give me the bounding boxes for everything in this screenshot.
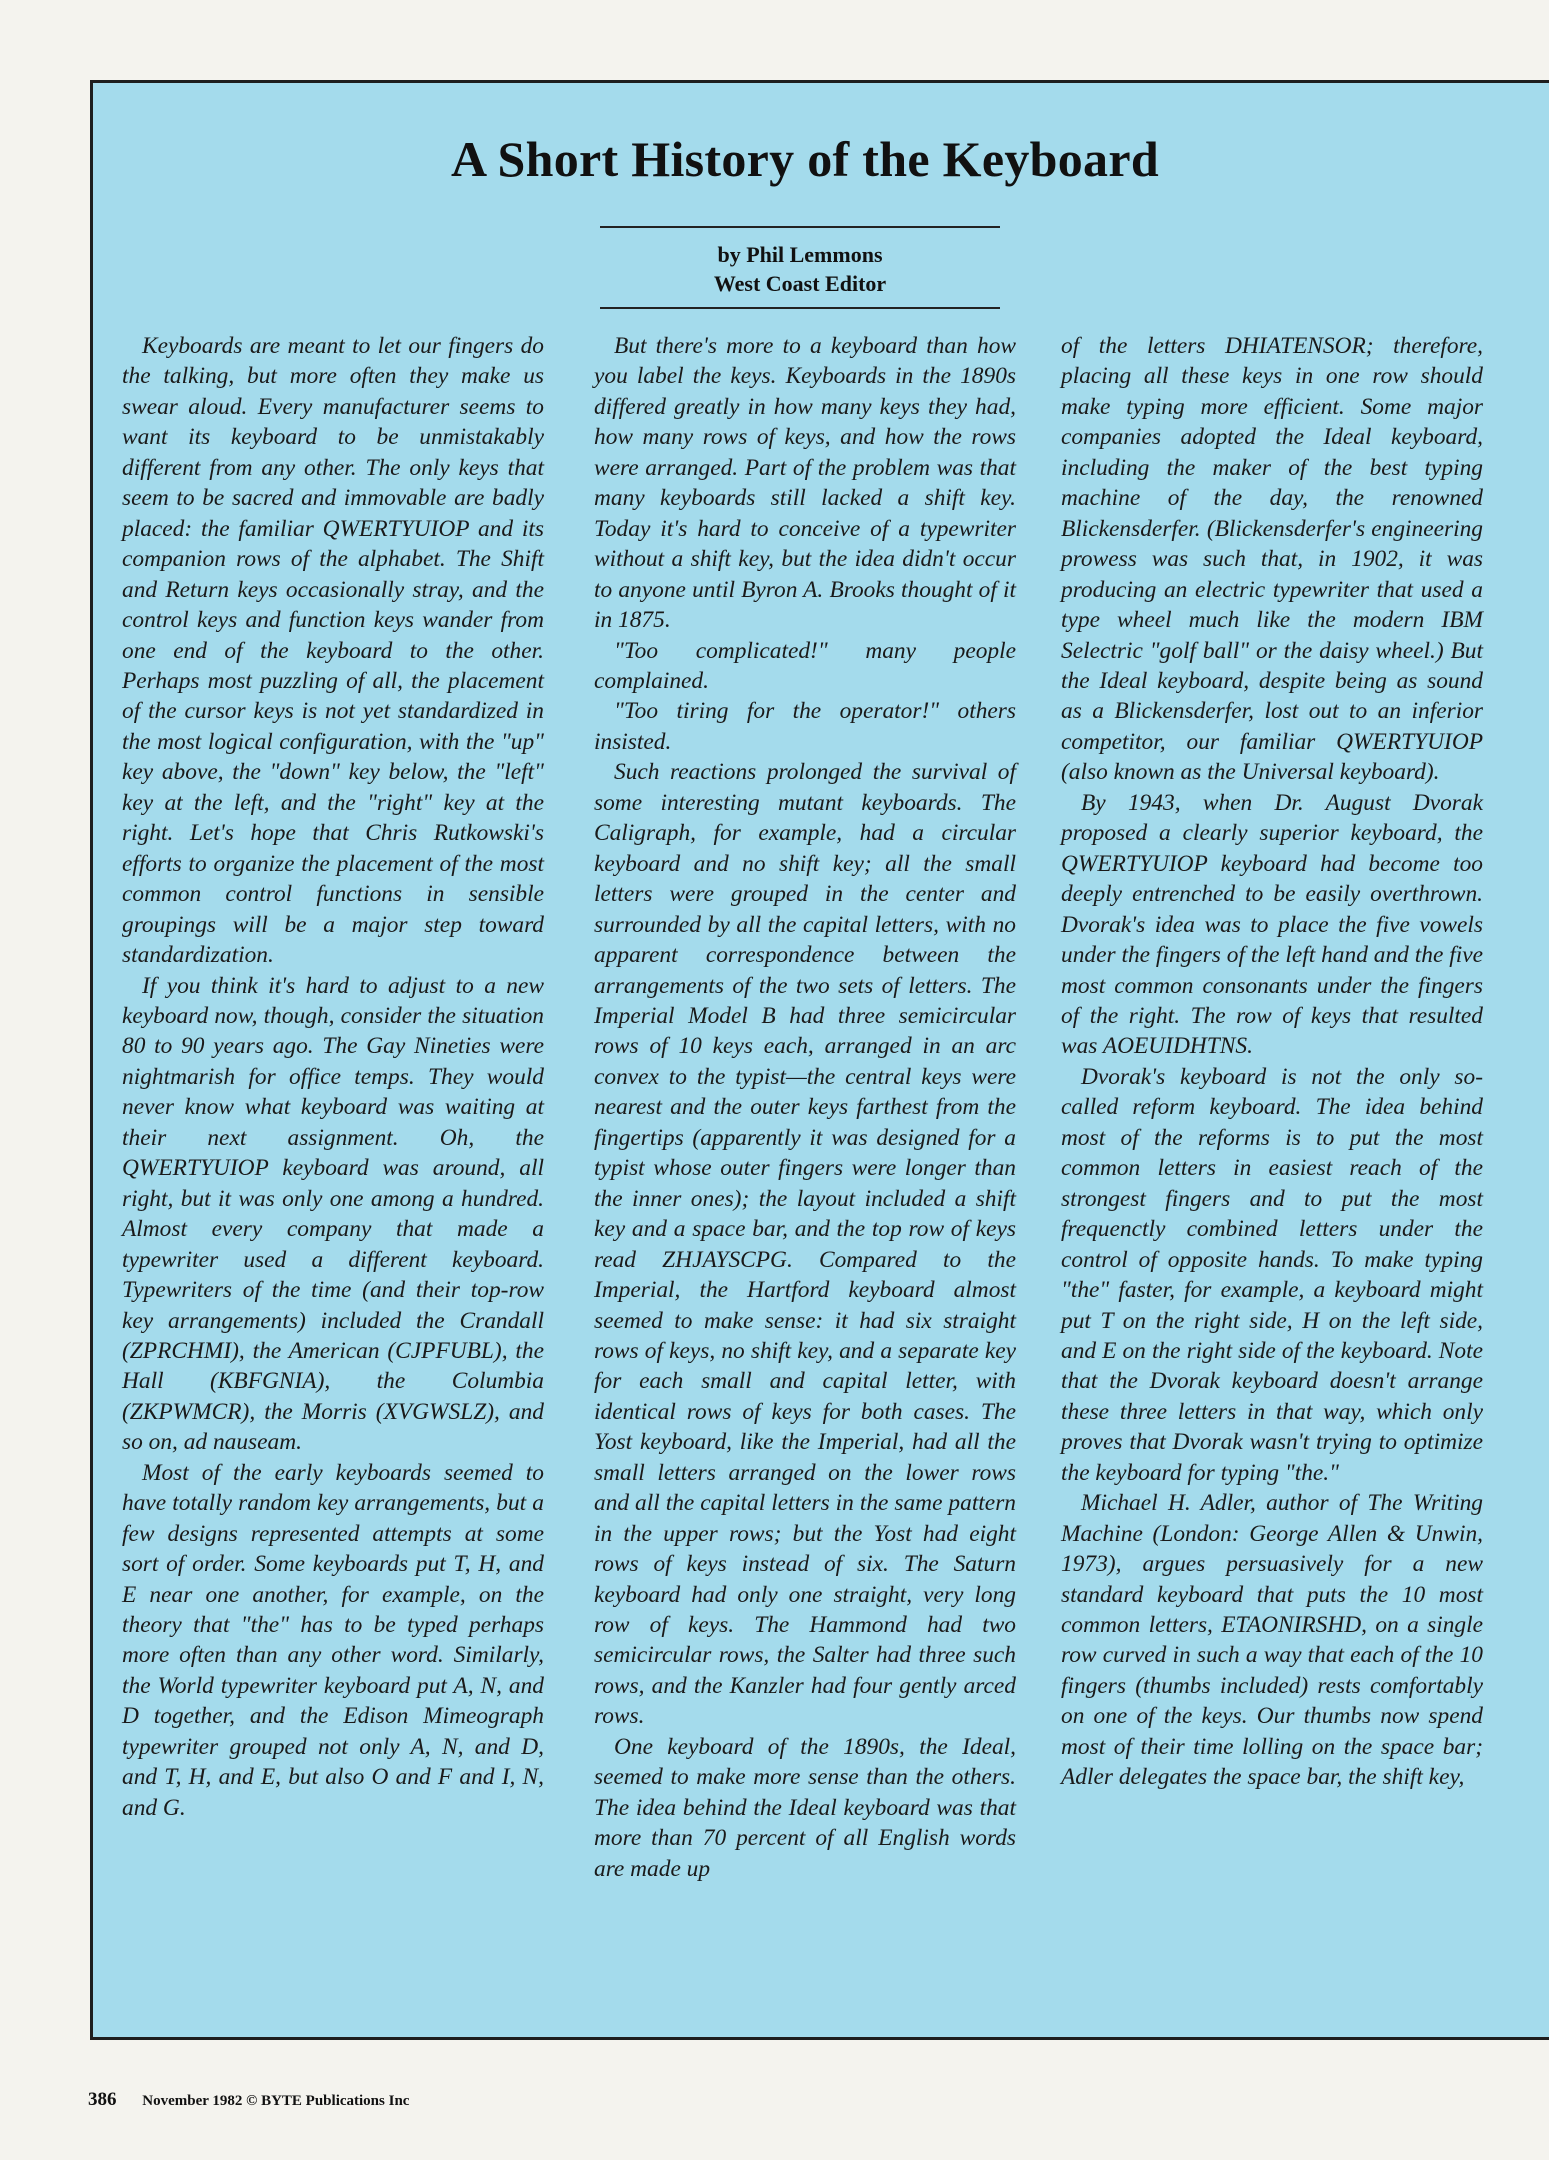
page-number: 386 [88,2089,117,2110]
issue-date-line: November 1982 © BYTE Publications Inc [142,2093,410,2109]
paragraph: Dvorak's keyboard is not the only so-called reform keyboard. The idea behind most of the reforms is to put the most common letters in easiest reach of the strongest fingers and to put the most frequenctly combined letters under the control of opposite hands. To make typing "the" faster, for example, a keyboard might put T on the right side, H on the left side, and E on the right side of the keyboard. Note that the Dvorak keyboard doesn't arrange these three letters in that way, which only proves that Dvorak wasn't trying to optimize the keyboard for typing "the." [1061,1063,1483,1486]
paragraph: If you think it's hard to adjust to a new keyboard now, though, consider the situation 80 to 90 years ago. The Gay Nineties were nightmarish for office temps. They would never know what keyboard was waiting at their next assignment. Oh, the QWERTYUIOP keyboard was around, all right, but it was only one among a hundred. Almost every company that made a typewriter used a different keyboard. Typewriters of the time (and their top-row key arrangements) included the Crandall (ZPRCHMI), the American (CJPFUBL), the Hall (KBFGNIA), the Columbia (ZKPWMCR), the Morris (XVGWSLZ), and so on, ad nauseam. [122,972,544,1456]
paragraph: Most of the early keyboards seemed to have totally random key arrangements, but a few designs represented attempts at some sort of order. Some keyboards put T, H, and E near one another, for example, on the theory that "the" has to be typed perhaps more often than any other word. Similarly, the World typewriter keyboard put A, N, and D together, and the Edison Mimeograph typewriter grouped not only A, N, and D, and T, H, and E, but also O and F and I, N, and G. [122,1459,544,1821]
paragraph: But there's more to a keyboard than how you label the keys. Keyboards in the 1890s differed greatly in how many keys they had, how many rows of keys, and how the rows were arranged. Part of the problem was that many keyboards still lacked a shift key. Today it's hard to conceive of a typewriter without a shift key, but the idea didn't occur to anyone until Byron A. Brooks thought of it in 1875. [594,333,1016,634]
page-footer [88,2089,409,2111]
byline [600,226,1000,309]
byline-role: West Coast Editor [713,271,887,296]
byline-author: by Phil Lemmons [717,242,883,267]
article-title: A Short History of the Keyboard [451,131,1159,187]
paragraph: Michael H. Adler, author of The Writing Machine (London: George Allen & Unwin, 1973), argues persuasively for a new standard keyboard that puts the 10 most common letters, ETAONIRSHD, on a single row curved in such a way that each of the 10 fingers (thumbs included) rests comfortably on one of the keys. Our thumbs now spend most of their time lolling on the space bar; Adler delegates the space bar, the shift key, [1061,1490,1483,1791]
article-column-2 [594,331,1016,1884]
paragraph: One keyboard of the 1890s, the Ideal, seemed to make more sense than the others. The idea behind the Ideal keyboard was that more than 70 percent of all English words are made up [594,1733,1016,1882]
article-column-3 [1061,331,1483,1793]
paragraph: "Too complicated!" many people complained. [594,637,1016,694]
article-column-1 [122,331,544,1823]
paragraph: By 1943, when Dr. August Dvorak proposed a clearly superior keyboard, the QWERTYUIOP keyboard had become too deeply entrenched to be easily overthrown. Dvorak's idea was to place the five vowels under the fingers of the left hand and the five most common consonants under the fingers of the right. The row of keys that resulted was AOEUIDHTNS. [1061,789,1483,1060]
paragraph: Such reactions prolonged the survival of some interesting mutant keyboards. The Caligraph, for example, had a circular keyboard and no shift key; all the small letters were grouped in the center and surrounded by all the capital letters, with no apparent correspondence between the arrangements of the two sets of letters. The Imperial Model B had three semicircular rows of 10 keys each, arranged in an arc convex to the typist—the central keys were nearest and the outer keys farthest from the fingertips (apparently it was designed for a typist whose outer fingers were longer than the inner ones); the layout included a shift key and a space bar, and the top row of keys read ZHJAYSCPG. Compared to the Imperial, the Hartford keyboard almost seemed to make sense: it had six straight rows of keys, no shift key, and a separate key for each small and capital letter, with identical rows of keys for both cases. The Yost keyboard, like the Imperial, had all the small letters arranged on the lower rows and all the capital letters in the same pattern in the upper rows; but the Yost had eight rows of keys instead of six. The Saturn keyboard had only one straight, very long row of keys. The Hammond had two semicircular rows, the Salter had three such rows, and the Kanzler had four gently arced rows. [594,759,1016,1730]
paragraph: "Too tiring for the operator!" others insisted. [594,698,1016,755]
paragraph-continued: of the letters DHIATENSOR; therefore, placing all these keys in one row should make typing more efficient. Some major companies adopted the Ideal keyboard, including the maker of the best typing machine of the day, the renowned Blickensderfer. (Blickensderfer's engineering prowess was such that, in 1902, it was producing an electric typewriter that used a type wheel much like the modern IBM Selectric "golf ball" or the daisy wheel.) But the Ideal keyboard, despite being as sound as a Blickensderfer, lost out to an inferior competitor, our familiar QWERTYUIOP (also known as the Universal keyboard). [1061,333,1483,786]
paragraph: Keyboards are meant to let our fingers do the talking, but more often they make us swear aloud. Every manufacturer seems to want its keyboard to be unmistakably different from any other. The only keys that seem to be sacred and immovable are badly placed: the familiar QWERTYUIOP and its companion rows of the alphabet. The Shift and Return keys occasionally stray, and the control keys and function keys wander from one end of the keyboard to the other. Perhaps most puzzling of all, the placement of the cursor keys is not yet standardized in the most logical configuration, with the "up" key above, the "down" key below, the "left" key at the left, and the "right" key at the right. Let's hope that Chris Rutkowski's efforts to organize the placement of the most common control functions in sensible groupings will be a major step toward standardization. [122,333,544,969]
